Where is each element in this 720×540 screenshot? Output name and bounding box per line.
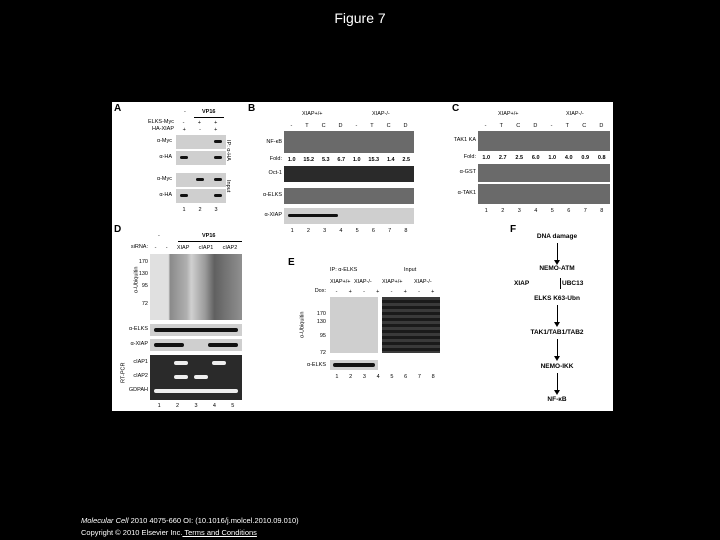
- panel-e-letter: E: [288, 257, 295, 268]
- pathway-ubc13-label: UBC13: [562, 280, 584, 287]
- panel-b-blot2-label: Oct-1: [268, 170, 282, 176]
- blot-a2: [176, 151, 226, 165]
- blot-oct1: [284, 166, 414, 182]
- panel-c-blot1-label: TAK1 KA: [453, 137, 476, 143]
- blot-ubiquitin-d: [150, 254, 242, 320]
- panel-d-rtpcr-row1: cIAP1: [133, 359, 148, 365]
- panel-c-group1: XIAP+/+: [498, 111, 519, 117]
- blot-elks-e: [330, 360, 378, 370]
- panel-e-group4: XIAP-/-: [414, 279, 432, 285]
- panel-d-vp16: VP16: [202, 233, 216, 239]
- panel-d-mw-130: 130: [138, 271, 148, 277]
- panel-e-group3: XIAP+/+: [382, 279, 403, 285]
- blot-gst: [478, 164, 610, 182]
- panel-b-fold-values: 1.0 15.2 5.3 6.7 1.0 15.3 1.4 2.5: [287, 157, 411, 163]
- pathway-step-5: NEMO-IKK: [540, 363, 574, 370]
- panel-b-blot3-label: α-ELKS: [262, 192, 282, 198]
- panel-a-blot3-label: α-Myc: [156, 176, 172, 182]
- panel-e-elks-label: α-ELKS: [306, 362, 326, 368]
- pathway-arrow-3: [557, 339, 558, 357]
- blot-xiap-b: [284, 208, 414, 224]
- figure-image: [112, 102, 613, 411]
- blot-a3: [176, 173, 226, 187]
- panel-d-rtpcr-row3: GDPAH: [128, 387, 148, 393]
- panel-c-blot3-label: α-TAK1: [457, 190, 476, 196]
- blot-a1: [176, 135, 226, 149]
- panel-d-rtpcr-row2: cIAP2: [133, 373, 148, 379]
- panel-b-blot1-label: NF-κB: [266, 139, 282, 145]
- panel-d-mw-170: 170: [138, 259, 148, 265]
- panel-d-minus: -: [158, 233, 160, 239]
- panel-d-blot1-label: α-ELKS: [128, 326, 148, 332]
- panel-a-letter: A: [114, 103, 122, 114]
- panel-c-fold-label: Fold:: [463, 154, 476, 160]
- panel-c-blot2-label: α-GST: [459, 169, 476, 175]
- panel-b-lane-numbers: 1 2 3 4 5 6 7 8: [290, 228, 408, 234]
- pathway-arrow-2: [557, 305, 558, 323]
- panel-a-lane-numbers: 1 2 3: [182, 207, 218, 213]
- blot-nfkb: [284, 131, 414, 153]
- panel-c-fold-values: 1.0 2.7 2.5 6.0 1.0 4.0 0.9 0.8: [482, 155, 606, 161]
- panel-d-rtpcr-label: RT-PCR: [120, 362, 127, 383]
- panel-e-mw-95: 95: [319, 333, 326, 339]
- panel-b-blot4-label: α-XIAP: [264, 212, 282, 218]
- pathway-step-4: TAK1/TAB1/TAB2: [530, 329, 584, 336]
- pathway-arrow-1: [557, 243, 558, 261]
- blot-rtpcr: [150, 355, 242, 400]
- blot-ubiquitin-ip: [330, 297, 378, 353]
- blot-tak1-ka: [478, 131, 610, 151]
- panel-a-input-label: Input: [225, 180, 231, 193]
- panel-e-input-label: Input: [404, 267, 417, 273]
- panel-b-letter: B: [248, 103, 256, 114]
- blot-ubiquitin-input: [382, 297, 440, 353]
- panel-e-mw-170: 170: [316, 311, 326, 317]
- panel-a-blot4-label: α-HA: [159, 192, 172, 198]
- blot-tak1: [478, 184, 610, 204]
- panel-e-lane-numbers: 1 2 3 4 5 6 7 8: [335, 374, 435, 380]
- blot-xiap-d: [150, 339, 242, 351]
- panel-a-row1-label: ELKS-Myc: [148, 119, 174, 125]
- panel-e-dox-label: Dox:: [314, 288, 326, 294]
- pathway-step-6: NF-κB: [547, 396, 567, 403]
- panel-a-row2-label: HA-XIAP: [151, 126, 174, 132]
- panel-b-group1: XIAP+/+: [302, 111, 323, 117]
- panel-b-group2: XIAP-/-: [372, 111, 390, 117]
- panel-d-lane-numbers: 1 2 3 4 5: [157, 403, 235, 409]
- panel-d-mw-95: 95: [141, 283, 148, 289]
- pathway-xiap-label: XIAP: [514, 280, 530, 287]
- panel-e-ip-label: IP: α-ELKS: [330, 267, 358, 273]
- terms-link[interactable]: Terms and Conditions: [182, 528, 257, 537]
- panel-a-ip-label: IP: α-HA: [225, 140, 231, 161]
- panel-e-mw-72: 72: [319, 350, 326, 356]
- slide-title: Figure 7: [334, 10, 386, 26]
- pathway-step-2: NEMO-ATM: [539, 265, 575, 272]
- panel-a-row2-signs: + - +: [182, 127, 218, 133]
- panel-d-sirna-list: - - XIAP cIAP1 cIAP2: [154, 245, 238, 251]
- panel-b-fold-label: Fold:: [269, 156, 282, 162]
- panel-c-treatments: - T C D - T C D: [484, 123, 604, 129]
- panel-a-minus: -: [184, 109, 186, 115]
- panel-e-ubiquitin-label: α-Ubiquitin: [299, 311, 306, 338]
- panel-d-sirna-label: siRNA:: [130, 244, 148, 250]
- vp16-bracket: [194, 117, 224, 118]
- pathway-divider: [560, 278, 561, 289]
- panel-d-mw-72: 72: [141, 301, 148, 307]
- vp16-bracket-d: [178, 241, 242, 242]
- panel-a-vp16: VP16: [202, 109, 216, 115]
- panel-d-blot2-label: α-XIAP: [130, 341, 148, 347]
- panel-a-blot2-label: α-HA: [159, 154, 172, 160]
- blot-a4: [176, 189, 226, 203]
- citation-text: 2010 4075-660 OI: (10.1016/j.molcel.2010.09.010): [128, 516, 299, 525]
- panel-e-group2: XIAP-/-: [354, 279, 372, 285]
- journal-name: Molecular Cell: [81, 516, 129, 525]
- pathway-step-1: DNA damage: [536, 233, 578, 240]
- panel-e-dox-signs: - + - + - + - +: [335, 289, 435, 295]
- pathway-step-3: ELKS K63-Ubn: [534, 295, 580, 302]
- panel-e-group1: XIAP+/+: [330, 279, 351, 285]
- panel-d-ubiquitin-label: α-Ubiquitin: [133, 266, 140, 293]
- copyright-text: Copyright © 2010 Elsevier Inc.: [81, 528, 183, 537]
- citation-line: [81, 516, 299, 525]
- panel-e-mw-130: 130: [316, 319, 326, 325]
- blot-elks-b: [284, 188, 414, 204]
- panel-c-group2: XIAP-/-: [566, 111, 584, 117]
- panel-b-treatments: - T C D - T C D: [290, 123, 408, 129]
- copyright-line: [81, 528, 257, 537]
- panel-c-lane-numbers: 1 2 3 4 5 6 7 8: [484, 208, 604, 214]
- panel-d-letter: D: [114, 224, 122, 235]
- panel-a-row1-signs: - + +: [182, 120, 218, 126]
- panel-a-blot1-label: α-Myc: [156, 138, 172, 144]
- panel-f-letter: F: [510, 224, 517, 235]
- pathway-arrow-4: [557, 373, 558, 391]
- blot-elks-d: [150, 324, 242, 336]
- panel-c-letter: C: [452, 103, 460, 114]
